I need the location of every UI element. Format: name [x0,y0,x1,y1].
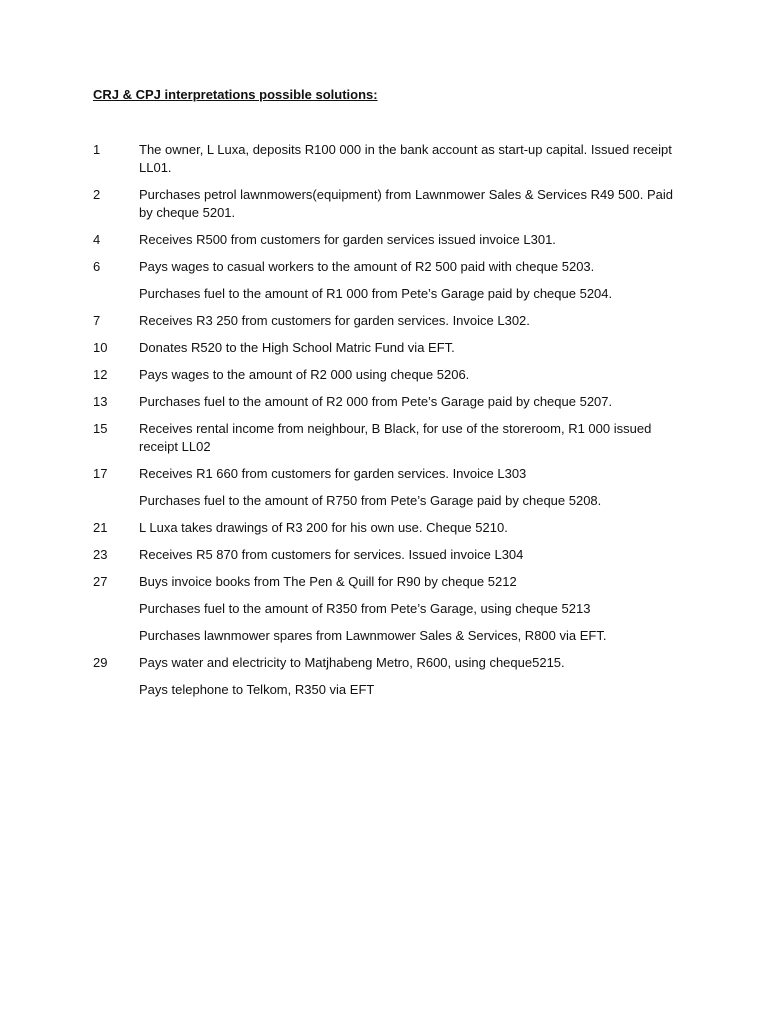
transaction-description: Receives R3 250 from customers for garden services. Invoice L302. [139,313,530,328]
transaction-entry [93,141,683,177]
transaction-day: 1 [93,142,101,157]
transaction-day: 29 [93,655,108,670]
transaction-description: Purchases petrol lawnmowers(equipment) from Lawnmower Sales & Services R49 500. Paid by cheque 5201. [139,187,673,220]
transaction-entry [93,573,683,591]
transaction-entry [93,366,683,384]
transaction-day: 6 [93,259,101,274]
transaction-description: Donates R520 to the High School Matric Fund via EFT. [139,340,455,355]
transaction-description: Pays telephone to Telkom, R350 via EFT [139,682,375,697]
transaction-description: Receives rental income from neighbour, B Black, for use of the storeroom, R1 000 issued receipt LL02 [139,421,652,454]
transaction-day: 21 [93,520,108,535]
transaction-description: Receives R500 from customers for garden services issued invoice L301. [139,232,556,247]
transaction-entry [93,285,683,303]
transaction-description: L Luxa takes drawings of R3 200 for his own use. Cheque 5210. [139,520,508,535]
transaction-day: 4 [93,232,101,247]
transaction-entry [93,519,683,537]
transaction-entry [93,600,683,618]
transaction-day: 13 [93,394,108,409]
transaction-day: 10 [93,340,108,355]
transaction-description: Pays water and electricity to Matjhabeng Metro, R600, using cheque5215. [139,655,565,670]
transaction-day: 27 [93,574,108,589]
transaction-entry [93,465,683,483]
transaction-entry [93,627,683,645]
transaction-description: Pays wages to the amount of R2 000 using cheque 5206. [139,367,470,382]
transaction-entry [93,654,683,672]
transaction-entry [93,258,683,276]
transaction-day: 12 [93,367,108,382]
transaction-entry [93,231,683,249]
transaction-entry [93,492,683,510]
transaction-description: Receives R5 870 from customers for services. Issued invoice L304 [139,547,524,562]
transaction-day: 23 [93,547,108,562]
transaction-entry [93,312,683,330]
document-heading: CRJ & CPJ interpretations possible solutions: [93,87,378,102]
transaction-description: Purchases fuel to the amount of R750 from Pete’s Garage paid by cheque 5208. [139,493,602,508]
transaction-entry [93,546,683,564]
transaction-description: The owner, L Luxa, deposits R100 000 in the bank account as start-up capital. Issued receipt LL01. [139,142,672,175]
transaction-entry [93,339,683,357]
transaction-description: Purchases lawnmower spares from Lawnmower Sales & Services, R800 via EFT. [139,628,607,643]
transaction-description: Buys invoice books from The Pen & Quill for R90 by cheque 5212 [139,574,517,589]
transaction-description: Purchases fuel to the amount of R1 000 from Pete’s Garage paid by cheque 5204. [139,286,613,301]
transaction-list [93,141,683,708]
transaction-description: Receives R1 660 from customers for garden services. Invoice L303 [139,466,527,481]
transaction-day: 15 [93,421,108,436]
transaction-day: 7 [93,313,101,328]
transaction-entry [93,420,683,456]
transaction-day: 2 [93,187,101,202]
transaction-day: 17 [93,466,108,481]
transaction-entry [93,393,683,411]
transaction-description: Purchases fuel to the amount of R2 000 from Pete’s Garage paid by cheque 5207. [139,394,613,409]
transaction-description: Pays wages to casual workers to the amount of R2 500 paid with cheque 5203. [139,259,595,274]
transaction-entry [93,681,683,699]
transaction-entry [93,186,683,222]
transaction-description: Purchases fuel to the amount of R350 from Pete’s Garage, using cheque 5213 [139,601,591,616]
